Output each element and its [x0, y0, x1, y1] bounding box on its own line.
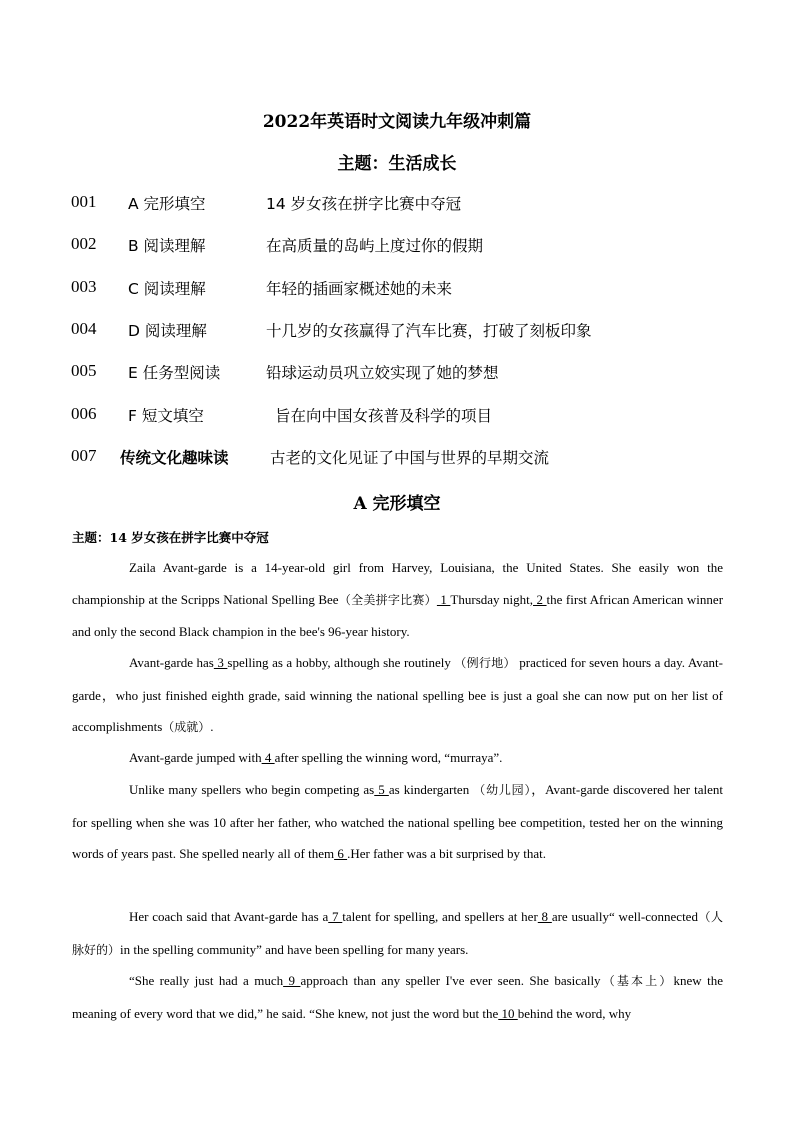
text-run: spelling as a hobby, although she routinely	[227, 655, 451, 670]
text-run: Avant-garde has	[129, 655, 214, 670]
toc-topic: 在高质量的岛屿上度过你的假期	[266, 237, 484, 255]
text-run: the first African American winner and only the second Black champion in the bee's 96-year history.	[72, 591, 724, 640]
blank-1: 1	[436, 591, 451, 607]
toc-section: A 完形填空	[128, 195, 206, 213]
blank-6: 6	[334, 846, 348, 862]
toc-number: 007	[71, 446, 97, 465]
chinese-gloss: （人脉好的）	[72, 910, 724, 957]
text-run: Zaila Avant-garde is a 14-year-old girl from Harvey, Louisiana, the United States. She easily won the championship at the Scripps National Spelling Bee	[72, 560, 723, 607]
document-title: 2022年英语时文阅读九年级冲刺篇	[262, 112, 532, 132]
chinese-gloss: （基本上）	[600, 974, 674, 988]
toc-topic: 旨在向中国女孩普及科学的项目	[275, 407, 493, 425]
paragraph	[72, 647, 723, 744]
text-run: behind the word, why	[517, 1005, 632, 1021]
document-subtitle: 主题：生活成长	[337, 154, 457, 174]
text-run: are usually“ well-connected	[551, 909, 698, 924]
text-run: talent for spelling, and spellers at her	[342, 909, 538, 924]
blank-4: 4	[261, 750, 275, 765]
toc-topic: 十几岁的女孩赢得了汽车比赛，打破了刻板印象	[266, 322, 592, 340]
blank-8: 8	[537, 909, 552, 924]
text-run: as kindergarten	[388, 782, 470, 797]
toc-number: 002	[71, 234, 97, 253]
toc-topic: 14 岁女孩在拼字比赛中夺冠	[266, 195, 462, 213]
toc-number: 003	[71, 277, 97, 296]
blank-5: 5	[374, 782, 389, 797]
toc-number: 006	[71, 404, 97, 423]
text-run: Avant-garde jumped with	[129, 750, 262, 765]
paragraph	[72, 774, 723, 870]
toc-number: 004	[71, 319, 97, 338]
text-run: Thursday night,	[450, 591, 534, 607]
chinese-gloss: （全美拼字比赛）	[338, 592, 437, 607]
blank-3: 3	[213, 655, 228, 670]
toc-section: F 短文填空	[128, 407, 204, 425]
chinese-gloss: （成就）	[162, 720, 211, 735]
paragraph	[72, 742, 723, 774]
chinese-gloss: （例行地）	[454, 656, 516, 670]
text-run: “She really just had a much	[129, 973, 284, 988]
toc-number: 001	[71, 192, 97, 211]
blank-10: 10	[498, 1005, 518, 1021]
blank-2: 2	[533, 591, 547, 607]
text-run: approach than any speller I've ever seen. She basically	[300, 973, 601, 988]
text-run: in the spelling community” and have been spelling for many years.	[120, 941, 469, 957]
paragraph	[72, 901, 723, 966]
section-topic: 主题：14 岁女孩在拼字比赛中夺冠	[72, 530, 269, 545]
text-run: after spelling the winning word, “murraya”.	[274, 750, 503, 765]
toc-topic: 古老的文化见证了中国与世界的早期交流	[270, 449, 550, 467]
paragraph	[72, 965, 723, 1029]
toc-topic: 铅球运动员巩立姣实现了她的梦想	[266, 364, 499, 382]
text-run: Her coach said that Avant-garde has a	[129, 909, 329, 924]
toc-section: 传统文化趣味读	[120, 448, 229, 467]
text-run: ，Avant-garde discovered her talent for spelling when she was 10 after her father, who watched the national spelling bee competition, tested her on the winning words of years past. She spelled nearly all of them	[72, 782, 724, 862]
text-run: .	[210, 719, 214, 735]
text-run: .Her father was a bit surprised by that.	[347, 846, 547, 862]
blank-7: 7	[328, 909, 343, 924]
text-run: practiced for seven hours a day. Avant-garde，who just finished eighth grade, said winning the national spelling bee is just a goal she can now put on her list of accomplishments	[72, 655, 723, 735]
toc-section: D 阅读理解	[128, 322, 207, 340]
blank-9: 9	[283, 973, 301, 988]
paragraph	[72, 552, 723, 648]
toc-section: C 阅读理解	[128, 280, 206, 298]
toc-number: 005	[71, 361, 97, 380]
toc-section: E 任务型阅读	[128, 364, 221, 382]
section-heading: A 完形填空	[353, 494, 441, 514]
text-run: Unlike many spellers who begin competing as	[129, 782, 375, 797]
text-run: knew the meaning of every word that we did,” he said. “She knew, not just the word but the	[72, 973, 723, 1021]
chinese-gloss: （幼儿园）	[473, 783, 532, 797]
toc-topic: 年轻的插画家概述她的未来	[266, 280, 453, 298]
toc-section: B 阅读理解	[128, 237, 206, 255]
